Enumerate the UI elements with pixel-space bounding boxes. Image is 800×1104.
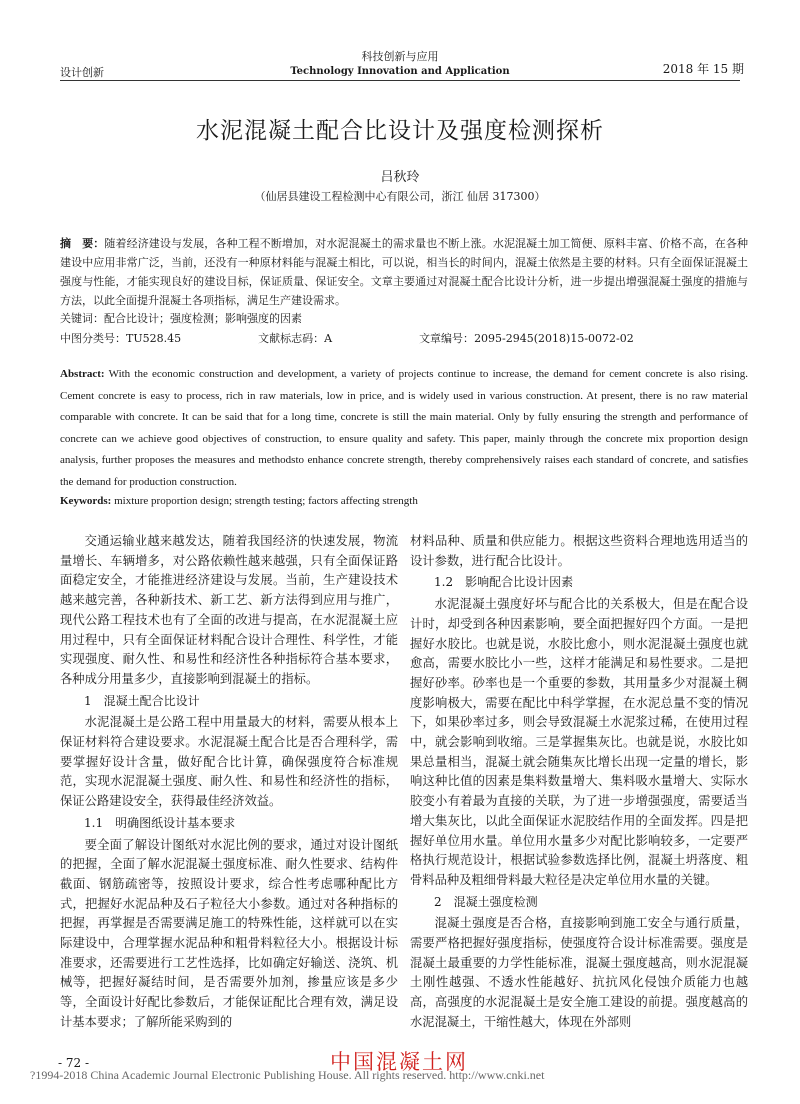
copyright-footer: ?1994-2018 China Academic Journal Electronic Publishing House. All rights reserved. http://www.cnki.net — [30, 1068, 545, 1082]
keywords-cn-text: 配合比设计；强度检测；影响强度的因素 — [104, 312, 302, 325]
abstract-en-label: Abstract: — [60, 368, 105, 380]
section-1-1-paragraph: 要全面了解设计图纸对水泥比例的要求，通过对设计图纸的把握，全面了解水泥混凝土强度标准、耐久性要求、结构件截面、钢筋疏密等，按照设计要求，综合性考虑哪种配比方式，把握好水泥品种及石子粒径大小参数。通过对各种指标的把握，再掌握是否需要满足施工的特殊性能，这样就可以在实际建设中，合理掌握水泥品种和粗骨料粒径大小。根据设计标准要求，还需要进行工艺性选择，比如确定好输送、浇筑、机械等，把握好凝结时间，是否需要外加剂，掺量应该是多少等，全面设计好配比参数后，才能保证配比合理有效，满足设计基本要求；了解所能采购到的 — [60, 837, 398, 1029]
keywords-en-label: Keywords: — [60, 495, 112, 507]
header-column: 设计创新 — [60, 66, 104, 79]
doc-code-value: A — [324, 332, 333, 345]
header-rule — [60, 80, 740, 81]
keywords-en-text: mixture proportion design; strength testing; factors affecting strength — [111, 495, 418, 507]
watermark: 中国混凝土网 — [330, 1050, 468, 1074]
abstract-en — [60, 364, 748, 493]
paper-title: 水泥混凝土配合比设计及强度检测探析 — [196, 118, 604, 144]
section-1-2-paragraph: 水泥混凝土强度好坏与配合比的关系极大，但是在配合设计时，却受到各种因素影响，要全面把握好四个方面。一是把握好水胶比。也就是说，水胶比愈小，则水泥混凝土强度也就愈高，需要水胶比小一些，这样才能满足和易性要求。二是把握好砂率。砂率也是一个重要的参数，其用量多少对混凝土稠度影响极大，需要在配比中科学掌握，在水泥总量不变的情况下，如果砂率过多，则会导致混凝土水泥浆过稀，在使用过程中，就会影响到收缩。三是掌握集灰比。也就是说，水胶比如果总量相当，混凝土就会随集灰比增长出现一定量的增长，影响这种比值的因素是集料数量增大、集料吸水量增大、实际水胶变小有着最为直接的关联，为了进一步增强强度，需要适当增大集灰比，以此全面保证水泥胶结作用的全面发挥。四是把握好单位用水量。单位用水量多少对配比影响较多，一定要严格执行规范设计，根据试验参数选择比例，混凝土坍落度、粗骨料品种及粗细骨料最大粒径是决定单位用水量的关键。 — [410, 597, 748, 887]
paper-author: 吕秋玲 — [380, 170, 420, 185]
section-1-paragraph: 水泥混凝土是公路工程中用量最大的材料，需要从根本上保证材料符合建设要求。水泥混凝土配合比是否合理科学，需要掌握好设计含量，做好配合比计算，确保强度符合标准规范，实现水泥混凝土强度、耐久性、和易性和经济性的指标，保证公路建设安全，获得最佳经济效益。 — [60, 715, 398, 809]
section-2-heading: 2 混凝土强度检测 — [434, 894, 538, 909]
abstract-en-text: With the economic construction and development, a variety of projects continue to increase, the demand for cement concrete is also rising. Cement concrete is easy to process, rich in raw materials, low in price, and is widely used in various construction. At present, there is no raw material comparable with concrete. It can be said that for a long time, concrete is still the main material. Only by fully ensuring the strength and performance of concrete can we achieve good objectives of construction, to ensure quality and safety. This paper, mainly through the concrete mix proportion design analysis, further proposes the measures and methodsto enhance concrete strength, thereby comprehensively raises each standard of concrete, and satisfies the demand for production construction. — [60, 368, 748, 488]
section-1-2-heading: 1.2 影响配合比设计因素 — [434, 575, 574, 590]
keywords-cn-label: 关键词： — [60, 312, 104, 325]
intro-paragraph: 交通运输业越来越发达，随着我国经济的快速发展，物流量增长、车辆增多，对公路依赖性越来越强，只有全面保证路面稳定安全，才能推进经济建设与发展。当前，生产建设技术越来越完善，各种新技术、新工艺、新方法得到应用与推广，现代公路工程技术也有了全面的改进与提高，在水泥混凝土应用过程中，只有全面保证材料配合设计合理性、科学性，才能实现强度、耐久性、和易性和经济性各种指标符合基本要求，各种成分用量多少，直接影响到混凝土的指标。 — [60, 534, 398, 686]
page-number: - 72 - — [58, 1056, 90, 1070]
article-id-value: 2095-2945(2018)15-0072-02 — [474, 332, 634, 345]
clc-label: 中图分类号： — [60, 332, 126, 345]
classification-row — [60, 329, 748, 348]
keywords-cn — [60, 309, 748, 328]
abstract-cn — [60, 234, 748, 310]
header-journal-cn: 科技创新与应用 — [361, 50, 439, 63]
body-left-column — [60, 532, 398, 1033]
section-1-heading: 1 混凝土配合比设计 — [84, 693, 200, 708]
keywords-en — [60, 492, 748, 511]
section-2-paragraph: 混凝土强度是否合格，直接影响到施工安全与通行质量，需要严格把握好强度指标，使强度符合设计标准需要。强度是混凝土最重要的力学性能标准，混凝土强度越高，则水泥混凝土刚性越强、不透水性能越好、抗抗风化侵蚀介质能力也越高，高强度的水泥混凝土是安全施工建设的前提。强度越高的水泥混凝土，干缩性越大，体现在外部则 — [410, 916, 748, 1029]
abstract-cn-text: 随着经济建设与发展，各种工程不断增加，对水泥混凝土的需求量也不断上涨。水泥混凝土加工简便、原料丰富、价格不高，在各种建设中应用非常广泛，当前，还没有一种原材料能与混凝土相比，可以说，相当长的时间内，混凝土依然是主要的材料。只有全面保证混凝土强度与性能，才能实现良好的建设目标，保证质量、保证安全。文章主要通过对混凝土配合比设计分析，进一步提出增强混凝土强度的措施与方法，以此全面提升混凝土各项指标，满足生产建设需求。 — [60, 237, 749, 307]
doc-code-label: 文献标志码： — [258, 332, 325, 345]
header-issue: 2018 年 15 期 — [662, 62, 744, 76]
header-journal-en: Technology Innovation and Application — [290, 66, 510, 77]
section-1-1-heading: 1.1 明确图纸设计基本要求 — [84, 815, 236, 830]
clc-value: TU528.45 — [126, 332, 182, 345]
abstract-cn-label: 摘 要： — [60, 237, 105, 250]
body-right-column — [410, 532, 748, 1033]
article-id-label: 文章编号： — [419, 332, 475, 345]
continued-paragraph: 材料品种、质量和供应能力。根据这些资料合理地选用适当的设计参数，进行配合比设计。 — [410, 534, 748, 568]
paper-affiliation: （仙居县建设工程检测中心有限公司，浙江 仙居 317300） — [254, 190, 546, 203]
